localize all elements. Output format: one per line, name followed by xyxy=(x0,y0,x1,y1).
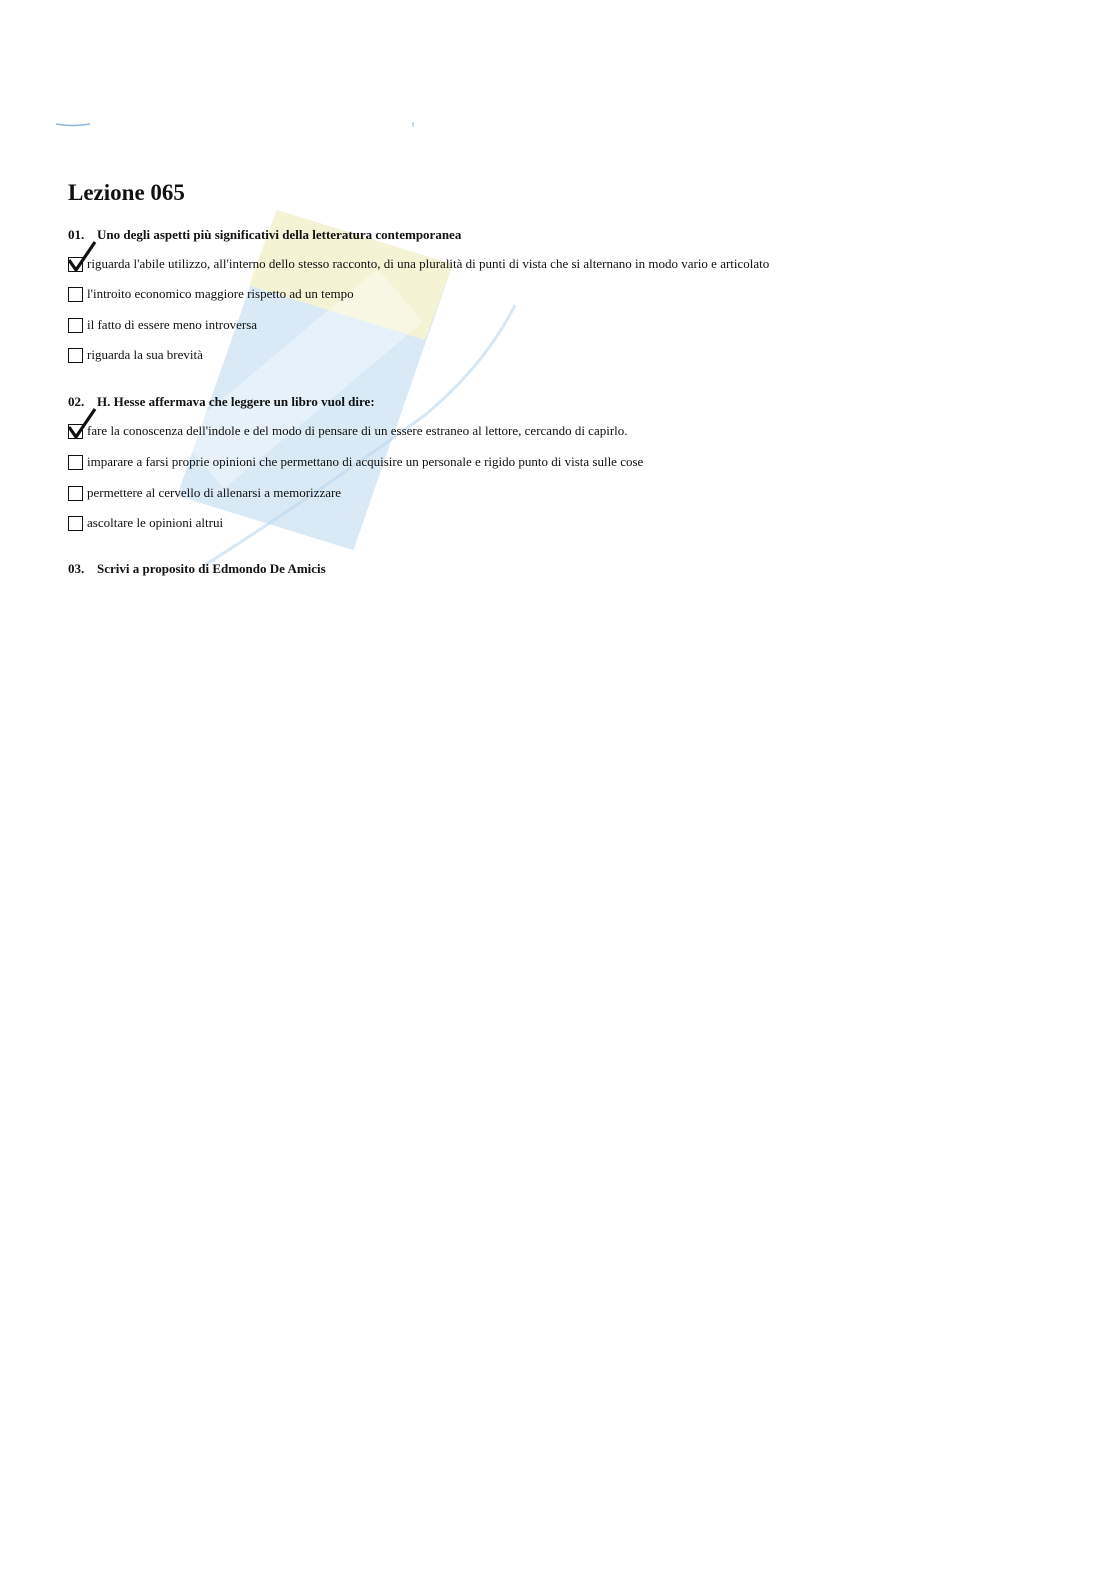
answer-01-b[interactable] xyxy=(68,285,354,303)
answer-01-a[interactable] xyxy=(68,255,769,273)
question-03 xyxy=(68,561,326,577)
question-text: Scrivi a proposito di Edmondo De Amicis xyxy=(97,561,326,576)
checkmark-icon xyxy=(67,240,97,274)
question-number: 01. xyxy=(68,227,85,242)
answer-text: l'introito economico maggiore rispetto ad un tempo xyxy=(87,286,354,301)
question-01 xyxy=(68,227,461,243)
checkbox[interactable] xyxy=(68,455,83,470)
checkbox[interactable] xyxy=(68,318,83,333)
question-02 xyxy=(68,394,375,410)
answer-02-c[interactable] xyxy=(68,484,341,502)
checkbox-checked[interactable] xyxy=(68,424,83,439)
checkbox[interactable] xyxy=(68,486,83,501)
checkbox[interactable] xyxy=(68,287,83,302)
header-marks xyxy=(0,0,1116,140)
answer-text: ascoltare le opinioni altrui xyxy=(87,515,224,530)
answer-text: riguarda l'abile utilizzo, all'interno dello stesso racconto, di una pluralità di punti di vista che si alternano in modo vario e articolato xyxy=(87,256,770,271)
answer-text: imparare a farsi proprie opinioni che permettano di acquisire un personale e rigido punto di vista sulle cose xyxy=(87,454,644,469)
answer-02-a[interactable] xyxy=(68,422,628,440)
question-text: Uno degli aspetti più significativi della letteratura contemporanea xyxy=(97,227,462,242)
question-text: H. Hesse affermava che leggere un libro vuol dire: xyxy=(97,394,375,409)
header-mark-left xyxy=(56,124,90,126)
answer-text: permettere al cervello di allenarsi a memorizzare xyxy=(87,485,342,500)
checkmark-icon xyxy=(67,407,97,441)
answer-02-b[interactable] xyxy=(68,453,643,471)
question-number: 02. xyxy=(68,394,85,409)
answer-01-c[interactable] xyxy=(68,316,257,334)
answer-text: riguarda la sua brevità xyxy=(87,347,203,362)
checkbox[interactable] xyxy=(68,516,83,531)
lesson-title: Lezione 065 xyxy=(68,180,185,205)
checkbox[interactable] xyxy=(68,348,83,363)
answer-01-d[interactable] xyxy=(68,346,203,364)
checkbox-checked[interactable] xyxy=(68,257,83,272)
answer-text: il fatto di essere meno introversa xyxy=(87,317,258,332)
question-number: 03. xyxy=(68,561,85,576)
answer-text: fare la conoscenza dell'indole e del modo di pensare di un essere estraneo al lettore, cercando di capirlo. xyxy=(87,423,628,438)
answer-02-d[interactable] xyxy=(68,514,223,532)
